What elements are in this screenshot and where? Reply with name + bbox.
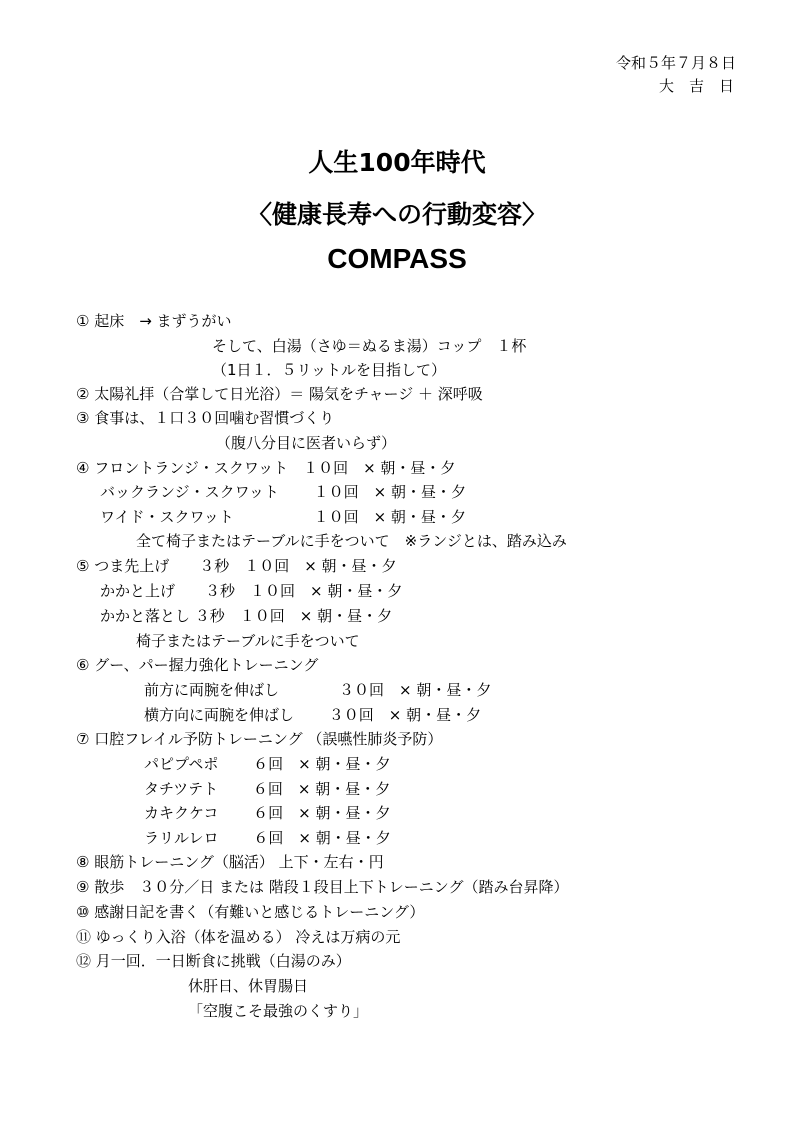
list-item-7-detail-3: カキクケコ ６回 × 朝・昼・夕 [144,804,391,822]
list-item-6-detail-1: 前方に両腕を伸ばし ３０回 × 朝・昼・夕 [144,681,492,699]
list-item-12-detail: 休肝日、休胃腸日 [188,977,309,995]
title-line-2: 〈健康長寿への行動変容〉 [246,200,547,229]
list-item-11: ⑪ ゆっくり入浴（体を温める） 冷えは万病の元 [76,928,401,946]
list-item-2: ② 太陽礼拝（合掌して日光浴）＝ 陽気をチャージ ＋ 深呼吸 [76,385,483,403]
list-item-7-detail-2: タチツテト ６回 × 朝・昼・夕 [144,780,391,798]
document-date: 令和５年７月８日 [615,54,736,72]
list-item-5-detail-1: かかと上げ ３秒 １０回 × 朝・昼・夕 [100,582,403,600]
list-item-1-detail: そして、白湯（さゆ＝ぬるま湯）コップ １杯 [212,337,527,355]
list-item-5-note: 椅子またはテーブルに手をついて [136,632,360,650]
list-item-4-detail-1: バックランジ・スクワット １０回 × 朝・昼・夕 [100,483,466,501]
list-item-7-heading: ⑦ 口腔フレイル予防トレーニング （誤嚥性肺炎予防） [76,730,443,748]
title-line-1: 人生100年時代 [308,148,486,177]
list-item-1-note: （1日１．５リットルを目指して） [212,361,446,379]
list-item-4-note: 全て椅子またはテーブルに手をついて ※ランジとは、踏み込み [136,532,567,550]
document-day-label: 大 吉 日 [658,77,734,95]
list-item-12-quote: 「空腹こそ最強のくすり」 [188,1002,369,1020]
list-item-9: ⑨ 散歩 ３０分／日 または 階段１段目上下トレーニング（踏み台昇降） [76,878,569,896]
list-item-12-heading: ⑫ 月一回．一日断食に挑戦（白湯のみ） [76,952,351,970]
list-item-8: ⑧ 眼筋トレーニング（脳活） 上下・左右・円 [76,853,384,871]
list-item-7-detail-1: パピプペポ ６回 × 朝・昼・夕 [144,755,391,773]
list-item-10: ⑩ 感謝日記を書く（有難いと感じるトレーニング） [76,903,425,921]
title-line-3: COMPASS [327,243,467,274]
list-item-6-heading: ⑥ グー、パー握力強化トレーニング [76,656,319,674]
list-item-1-heading: ① 起床 → まずうがい [76,312,232,330]
list-item-6-detail-2: 横方向に両腕を伸ばし ３０回 × 朝・昼・夕 [144,706,482,724]
list-item-4-detail-2: ワイド・スクワット １０回 × 朝・昼・夕 [100,508,466,526]
list-item-3-heading: ③ 食事は、１口３０回噛む習慣づくり [76,409,335,427]
list-item-4-heading: ④ フロントランジ・スクワット １０回 × 朝・昼・夕 [76,459,456,477]
list-item-7-detail-4: ラリルレロ ６回 × 朝・昼・夕 [144,829,391,847]
list-item-3-note: （腹八分目に医者いらず） [216,434,397,452]
list-item-5-heading: ⑤ つま先上げ ３秒 １０回 × 朝・昼・夕 [76,557,397,575]
list-item-5-detail-2: かかと落とし ３秒 １０回 × 朝・昼・夕 [100,607,393,625]
